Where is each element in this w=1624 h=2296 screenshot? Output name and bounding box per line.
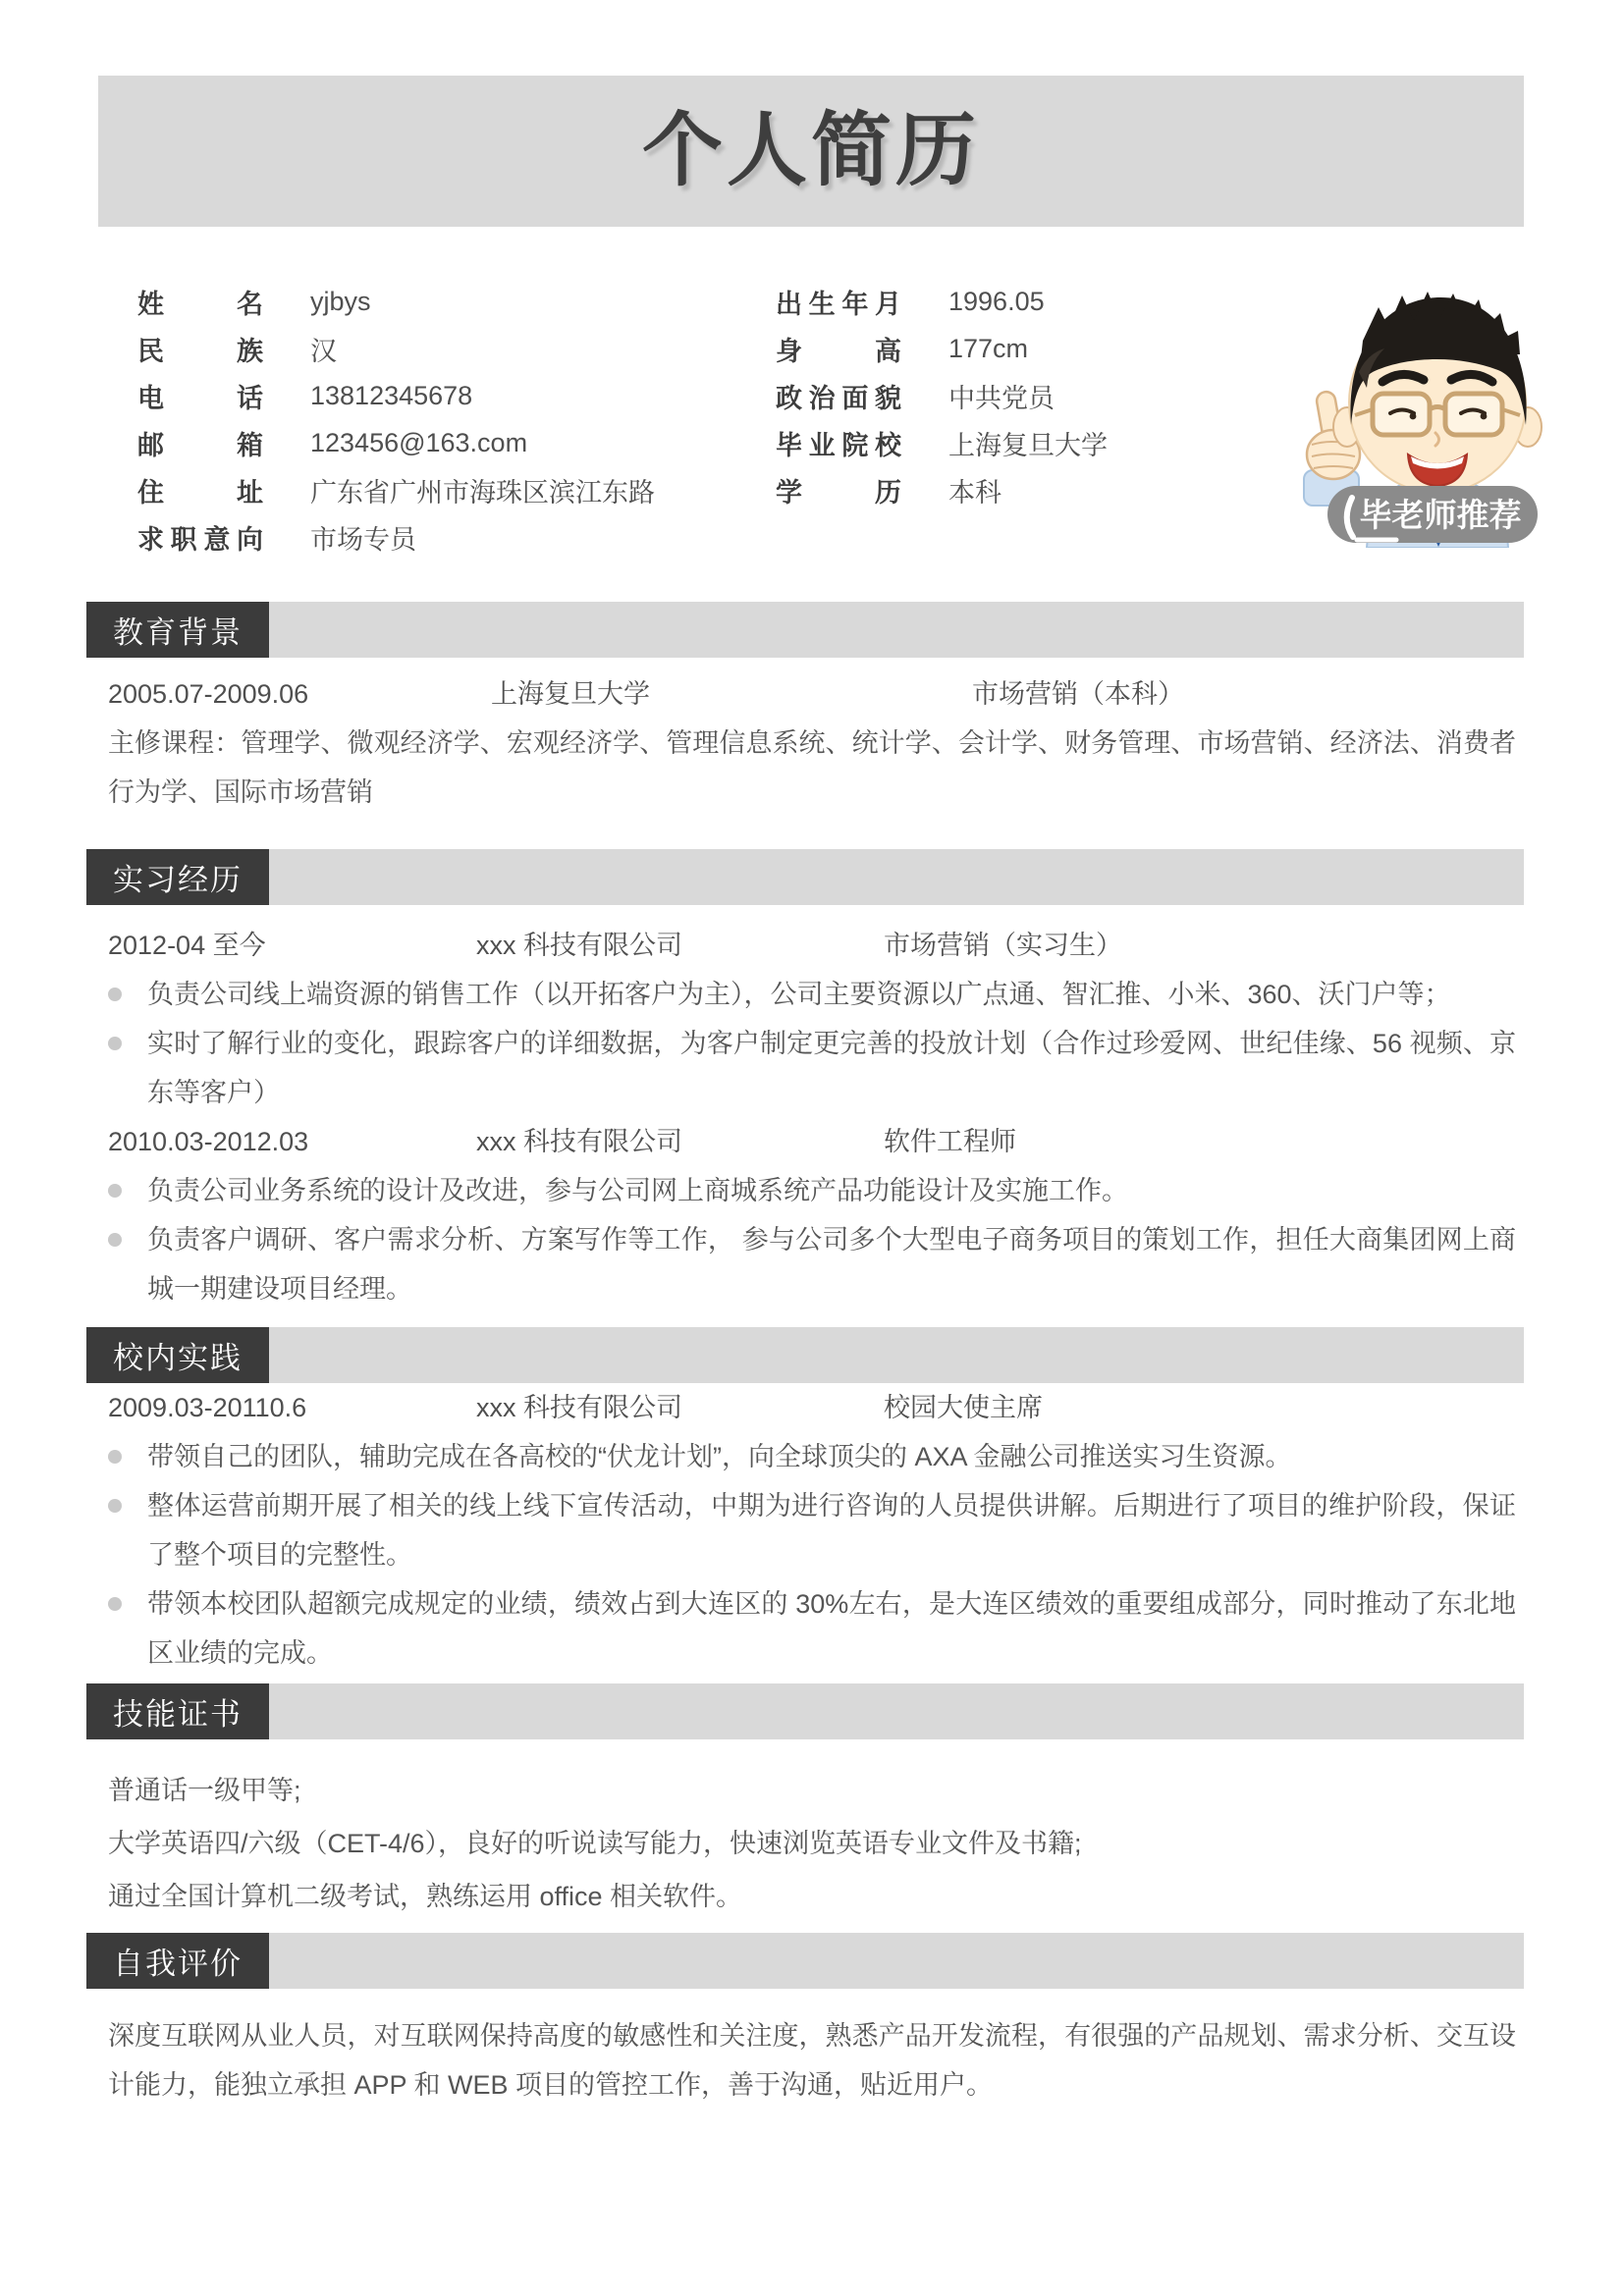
profile-row: [137, 278, 776, 325]
bullet-dot-icon: [108, 1184, 122, 1198]
profile-value: 汉: [310, 336, 337, 366]
profile-label: 出生年月: [776, 289, 901, 319]
profile-value: 本科: [948, 477, 1001, 507]
bullet-text: 带领自己的团队，辅助完成在各高校的“伏龙计划”，向全球顶尖的 AXA 金融公司推送实习生资源。: [147, 1442, 1292, 1471]
badge-label: 毕老师推荐: [1359, 497, 1522, 533]
entry-role: 市场营销（本科）: [972, 679, 1184, 709]
recommendation-badge: [1327, 486, 1538, 543]
profile-value: 上海复旦大学: [948, 430, 1108, 460]
section-paragraph: 大学英语四/六级（CET-4/6），良好的听说读写能力，快速浏览英语专业文件及书籍;: [108, 1829, 1082, 1858]
section-paragraph: 通过全国计算机二级考试，熟练运用 office 相关软件。: [108, 1882, 743, 1911]
entry-role: 软件工程师: [884, 1127, 1016, 1156]
section-header-bar: [86, 1933, 1524, 1989]
bullet-dot-icon: [108, 1597, 122, 1611]
profile-row: [137, 419, 776, 466]
profile-label: 住址: [137, 477, 263, 507]
experience-entry-row: [108, 1117, 1516, 1166]
profile-row: [776, 419, 1296, 466]
section-paragraph: 深度互联网从业人员，对互联网保持高度的敏感性和关注度，熟悉产品开发流程，有很强的产品规划、需求分析、交互设计能力，能独立承担 APP 和 WEB 项目的管控工作，善于沟通，贴近用户。: [108, 2021, 1516, 2100]
section-title: 教育背景: [86, 602, 269, 658]
bullet-text: 负责公司业务系统的设计及改进，参与公司网上商城系统产品功能设计及实施工作。: [147, 1176, 1128, 1205]
profile-row: [137, 325, 776, 372]
section-education: [86, 602, 1524, 817]
bullet-dot-icon: [108, 1233, 122, 1247]
section-paragraph: 普通话一级甲等;: [108, 1776, 301, 1805]
entry-organization: xxx 科技有限公司: [476, 1393, 683, 1422]
profile-label: 毕业院校: [776, 430, 901, 460]
bullet-dot-icon: [108, 1499, 122, 1513]
profile-row: [776, 466, 1296, 513]
section-selfeval: [86, 1933, 1524, 2109]
bullet-text: 带领本校团队超额完成规定的业绩，绩效占到大连区的 30%左右，是大连区绩效的重要组成部分，同时推动了东北地区业绩的完成。: [147, 1589, 1516, 1668]
bullet-item: [108, 1019, 1516, 1117]
section-title: 自我评价: [86, 1933, 269, 1989]
section-title: 技能证书: [86, 1683, 269, 1739]
section-body: [86, 921, 1524, 1313]
section-internship: [86, 849, 1524, 1313]
bullet-text: 整体运营前期开展了相关的线上线下宣传活动，中期为进行咨询的人员提供讲解。后期进行了项目的维护阶段，保证了整个项目的完整性。: [147, 1491, 1516, 1570]
entry-role: 市场营销（实习生）: [884, 931, 1122, 960]
profile-value: yjbys: [310, 286, 371, 316]
profile-row: [776, 325, 1296, 372]
profile-label: 姓名: [137, 289, 263, 319]
profile-value: 广东省广州市海珠区滨江东路: [310, 477, 655, 507]
section-header-bar: [86, 849, 1524, 905]
section-header-bar: [86, 1327, 1524, 1383]
profile-row: [137, 372, 776, 419]
section-body: [86, 669, 1524, 817]
entry-date: 2005.07-2009.06: [108, 679, 309, 709]
section-body: [86, 2011, 1524, 2109]
profile-label: 学历: [776, 477, 901, 507]
profile-column-right: [776, 278, 1296, 561]
section-skills: [86, 1683, 1524, 1923]
section-paragraph: 主修课程：管理学、微观经济学、宏观经济学、管理信息系统、统计学、会计学、财务管理、市场营销、经济法、消费者行为学、国际市场营销: [108, 728, 1516, 807]
entry-date: 2009.03-20110.6: [108, 1393, 307, 1422]
section-title: 实习经历: [86, 849, 269, 905]
profile-label: 政治面貌: [776, 383, 901, 413]
profile-value: 1996.05: [948, 286, 1045, 316]
profile-value: 177cm: [948, 333, 1029, 363]
bullet-item: [108, 1215, 1516, 1313]
profile-row: [776, 372, 1296, 419]
bullet-text: 实时了解行业的变化，跟踪客户的详细数据，为客户制定更完善的投放计划（合作过珍爱网、世纪佳缘、56 视频、京东等客户）: [147, 1029, 1516, 1107]
bullet-item: [108, 970, 1516, 1019]
entry-date: 2010.03-2012.03: [108, 1127, 309, 1156]
bullet-dot-icon: [108, 1037, 122, 1050]
entry-organization: 上海复旦大学: [491, 679, 650, 709]
profile-value: 市场专员: [310, 524, 416, 555]
entry-role: 校园大使主席: [884, 1393, 1043, 1422]
entry-organization: xxx 科技有限公司: [476, 1127, 683, 1156]
section-campus: [86, 1327, 1524, 1678]
profile-value: 123456@163.com: [310, 427, 528, 457]
section-body: [86, 1764, 1524, 1923]
section-header-bar: [86, 602, 1524, 658]
section-header-bar: [86, 1683, 1524, 1739]
bullet-item: [108, 1166, 1516, 1215]
bullet-text: 负责客户调研、客户需求分析、方案写作等工作， 参与公司多个大型电子商务项目的策划工作，担任大商集团网上商城一期建设项目经理。: [147, 1225, 1516, 1304]
header-band: [98, 76, 1524, 227]
entry-date: 2012-04 至今: [108, 931, 266, 960]
section-body: [86, 1383, 1524, 1678]
page-title: 个人简历: [641, 106, 980, 195]
section-title: 校内实践: [86, 1327, 269, 1383]
profile-section: [137, 278, 1296, 561]
experience-entry-row: [108, 669, 1516, 719]
bullet-dot-icon: [108, 1450, 122, 1464]
bullet-item: [108, 1432, 1516, 1481]
profile-column-left: [137, 278, 776, 561]
bullet-item: [108, 1579, 1516, 1678]
profile-value: 中共党员: [948, 383, 1055, 413]
profile-row: [776, 278, 1296, 325]
entry-organization: xxx 科技有限公司: [476, 931, 683, 960]
profile-label: 电话: [137, 383, 263, 413]
profile-row: [137, 513, 776, 561]
experience-entry-row: [108, 921, 1516, 970]
bullet-dot-icon: [108, 988, 122, 1001]
bullet-text: 负责公司线上端资源的销售工作（以开拓客户为主），公司主要资源以广点通、智汇推、小米、360、沃门户等；: [147, 980, 1451, 1009]
profile-label: 身高: [776, 336, 901, 366]
bullet-item: [108, 1481, 1516, 1579]
profile-label: 求职意向: [137, 524, 263, 555]
experience-entry-row: [108, 1383, 1516, 1432]
profile-row: [137, 466, 776, 513]
cartoon-teacher-thumbs-up-icon: [1298, 278, 1578, 548]
profile-value: 13812345678: [310, 380, 473, 410]
profile-label: 民族: [137, 336, 263, 366]
profile-label: 邮箱: [137, 430, 263, 460]
